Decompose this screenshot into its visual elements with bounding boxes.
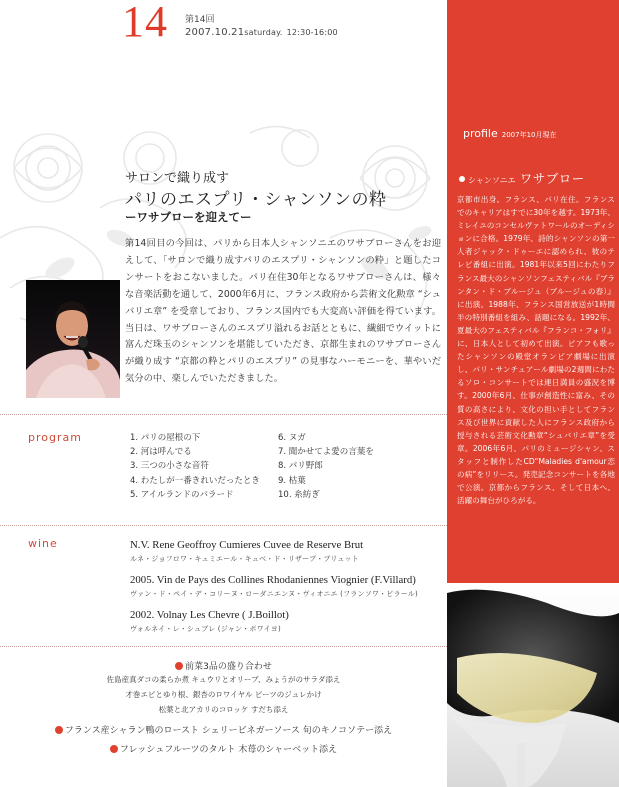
wine-kana: ヴォルネイ・レ・シュブレ (ジャン・ボワイヨ) [130,625,281,633]
time-text: 12:30-16:00 [286,28,338,37]
date-text: 2007.10.21 [185,27,245,38]
program-item: 5. アイルランドのバラード [130,489,234,500]
course-title: フランス産シャラン鴨のロースト シェリービネガーソース 旬のキノコソテー添え [64,726,393,736]
course-item: 松葉と北アカリのコロッケ すだち添え [158,705,289,714]
program-label: program [28,431,82,444]
program-item: 1. パリの屋根の下 [130,433,201,443]
event-session: 第14回 [185,15,215,25]
profile-sidebar [447,0,619,583]
menu-course-2 [0,723,447,736]
artist-biography: 京都市出身。フランス、パリ在住。フランスでのキャリアはすでに30年を越す。1973年、ミレイユのコンセルヴァトワールのオーディションに合格。1979年、詩的シャンソンの第一人者ジャック・ドゥーエに認められ、彼のテレビ番組に出演。1981年以来5回にわたりフランス最大のシャンソンフェスティバル『ブランタン・ド・ブルージュ（ブルージュの春）』に出演。1988年、フランス国営放送が1時間半の特別番組を組み、話題になる。1992年、夏最大のフェスティバル『フランコ・フォリ』に、日本人として初めて出演。ピアフも歌ったシャンソンの殿堂オランピア劇場に出演し、パリ・サンチュアール劇場の2週間にわたるソロ・コンサートでは連日満員の盛況を博す。2000年6月、仕事が創造性に富み、その質の高さにより、文化の担い手としてフランス及び世界に貢献した人にフランス政府から授与される芸術文化勲章“シュバリエ章”を受章。2006年6月、パリのミュージシャン、スタッフと制作したCD“Maladies d'amour恋の病”をリリース。発売記念コンサートを各地で公演。京都からフランス、そして日本へ、活躍の舞台がひろがる。 [457,195,615,506]
course-item: 才巻エビとゆり根、銀杏のロワイヤル ビーツのジュレかけ [125,690,322,699]
event-number: 14 [122,0,168,46]
bullet-icon [110,745,118,753]
profile-title: profile [463,127,498,140]
course-title: フレッシュフルーツのタルト 木苺のシャーベット添え [119,745,338,755]
course-item: 佐島産真ダコの柔らか煮 キュウリとオリーブ、みょうがのサラダ添え [106,675,341,684]
wine-kana: ルネ・ジョフロワ・キュミエール・キュベ・ド・リザーブ・ブリュット [130,555,359,563]
bullet-icon [55,726,63,734]
divider [0,646,447,647]
bullet-icon [459,176,465,182]
wine-item [130,539,440,564]
program-item: 8. パリ野郎 [278,461,323,472]
course-title: 前菜3品の盛り合わせ [185,662,272,672]
wine-label: wine [28,537,58,550]
program-list-2 [278,431,374,502]
title-line-2: パリのエスプリ・シャンソンの粋 [125,190,387,210]
program-item: 4. わたしが一番きれいだったとき [130,475,260,486]
divider [0,525,447,526]
menu-course-1 [0,659,447,717]
title-line-1: サロンで織り成す [125,171,230,186]
singer-illustration [26,280,120,398]
program-list-1 [130,431,260,502]
program-item: 2. 河は呼んでる [130,447,192,458]
program-item: 9. 枯葉 [278,475,306,486]
program-item: 10. 糸紡ぎ [278,489,320,500]
title-line-3: ーワサブローを迎えてー [125,210,252,224]
artist-role: シャンソニエ [468,176,516,185]
wine-kana: ヴァン・ド・ペイ・デ・コリーヌ・ローダニエンヌ・ヴィオニエ (フランソワ・ビラール) [130,590,418,598]
artist-name-text: ワサブロー [519,171,585,186]
intro-paragraph: 第14回目の今回は、パリから日本人シャンソニエのワサブローさんをお迎えして、「サロンで織り成すパリのエスプリ・シャンソンの粋」と題したコンサートをおこないました。パリ在住30年となるワサブローさんは、様々な音楽活動を通して、2000年6月に、フランス政府から芸術文化勲章 “シュバリエ章” を受章しており、フランス国内でも大変高い評価を得ています。当日は、ワサブローさんのエスプリ溢れるお話とともに、繊細でウイットに富んだ珠玉のシャンソンを堪能していただき、京都生まれのワサブローさんが織り成す “京都の粋とパリのエスプリ” の見事なハーモニーを、華やいだ気分の中、楽しんでいただきました。 [125,238,441,385]
event-date [185,27,338,38]
profile-as-of: 2007年10月現在 [501,131,557,139]
artist-name [459,169,585,187]
wine-item [130,574,440,599]
program-item: 7. 聞かせてよ愛の言葉を [278,447,374,458]
wine-glass-photo [447,583,619,787]
bullet-icon [175,662,183,670]
wine-name: 2005. Vin de Pays des Collines Rhodaniennes Viognier (F.Villard) [130,574,416,586]
wine-glass-illustration [447,583,619,787]
program-item: 6. ヌガ [278,433,306,443]
wine-name: N.V. Rene Geoffroy Cumieres Cuvee de Reserve Brut [130,539,364,551]
wine-item [130,609,440,634]
singer-photo [26,280,120,398]
divider [0,414,447,415]
weekday-text: saturday. [244,28,283,37]
profile-heading [463,127,556,140]
wine-name: 2002. Volnay Les Chevre ( J.Boillot) [130,609,289,621]
program-item: 3. 三つの小さな音符 [130,461,209,472]
menu-course-3 [0,742,447,755]
